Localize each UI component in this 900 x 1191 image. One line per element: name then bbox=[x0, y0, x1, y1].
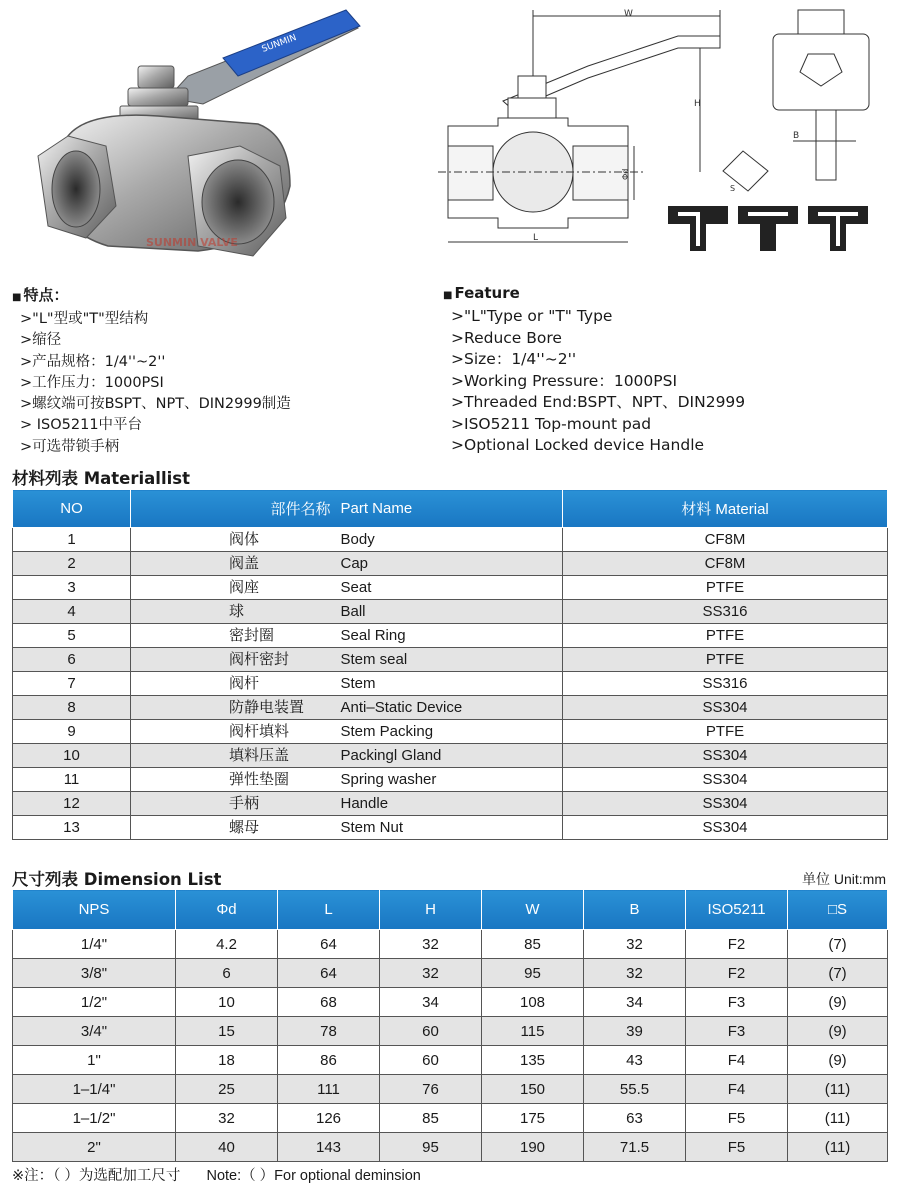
material-no-cell: 2 bbox=[13, 552, 131, 576]
material-row bbox=[13, 552, 888, 576]
dimension-cell: (7) bbox=[788, 959, 888, 988]
feature-cn-item: >产品规格：1/4''~2'' bbox=[20, 353, 166, 370]
material-part-cn-cell: 密封圈 bbox=[131, 624, 341, 648]
material-value-cell: PTFE bbox=[563, 576, 888, 600]
dimension-cell: 108 bbox=[482, 988, 584, 1017]
dimension-cell: F5 bbox=[686, 1133, 788, 1162]
dimension-row bbox=[13, 1104, 888, 1133]
dimension-cell: 78 bbox=[278, 1017, 380, 1046]
dimension-cell: 1–1/4" bbox=[13, 1075, 176, 1104]
material-row bbox=[13, 744, 888, 768]
material-no-cell: 12 bbox=[13, 792, 131, 816]
dimension-cell: 1" bbox=[13, 1046, 176, 1075]
material-no-cell: 8 bbox=[13, 696, 131, 720]
feature-cn-item: > ISO5211中平台 bbox=[20, 417, 143, 434]
footnote-cn: ※注：（ ）为选配加工尺寸 bbox=[12, 1168, 181, 1184]
dimension-cell: 2" bbox=[13, 1133, 176, 1162]
dimension-header: □S bbox=[788, 890, 888, 930]
dimension-cell: 190 bbox=[482, 1133, 584, 1162]
material-value-cell: SS304 bbox=[563, 816, 888, 840]
dimension-cell: 63 bbox=[584, 1104, 686, 1133]
material-part-en-cell: Spring washer bbox=[341, 768, 563, 792]
dimension-cell: F5 bbox=[686, 1104, 788, 1133]
material-part-cn-cell: 阀杆填料 bbox=[131, 720, 341, 744]
dimension-header: L bbox=[278, 890, 380, 930]
dimension-cell: 1/4" bbox=[13, 930, 176, 959]
dimension-cell: 34 bbox=[584, 988, 686, 1017]
dimension-row bbox=[13, 1133, 888, 1162]
material-part-en-cell: Stem seal bbox=[341, 648, 563, 672]
material-part-en-cell: Handle bbox=[341, 792, 563, 816]
features-cn bbox=[12, 284, 432, 458]
material-row bbox=[13, 768, 888, 792]
material-value-cell: CF8M bbox=[563, 528, 888, 552]
dimension-cell: 32 bbox=[584, 959, 686, 988]
features-en-title: ■ Feature bbox=[443, 284, 520, 302]
dimension-cell: 34 bbox=[380, 988, 482, 1017]
material-value-cell: SS304 bbox=[563, 768, 888, 792]
dimension-row bbox=[13, 988, 888, 1017]
material-value-cell: PTFE bbox=[563, 648, 888, 672]
dimension-header: ISO5211 bbox=[686, 890, 788, 930]
material-row bbox=[13, 720, 888, 744]
dimension-row bbox=[13, 1017, 888, 1046]
material-row bbox=[13, 792, 888, 816]
dimension-cell: F3 bbox=[686, 988, 788, 1017]
dimension-cell: 10 bbox=[176, 988, 278, 1017]
dimension-cell: 25 bbox=[176, 1075, 278, 1104]
dimension-cell: 175 bbox=[482, 1104, 584, 1133]
feature-cn-item: >可选带锁手柄 bbox=[20, 438, 120, 455]
material-no-cell: 3 bbox=[13, 576, 131, 600]
material-part-en-cell: Seal Ring bbox=[341, 624, 563, 648]
svg-text:B: B bbox=[793, 131, 800, 141]
feature-cn-item: >螺纹端可按BSPT、NPT、DIN2999制造 bbox=[20, 396, 291, 413]
dimension-row bbox=[13, 959, 888, 988]
valve-photo bbox=[28, 6, 368, 268]
dimension-row bbox=[13, 1075, 888, 1104]
material-row bbox=[13, 624, 888, 648]
dimension-cell: (7) bbox=[788, 930, 888, 959]
feature-en-item: >Optional Locked device Handle bbox=[451, 436, 705, 454]
dimension-cell: 64 bbox=[278, 930, 380, 959]
material-value-cell: SS304 bbox=[563, 792, 888, 816]
feature-en-item: >Size：1/4''~2'' bbox=[451, 350, 577, 368]
material-part-cn-cell: 手柄 bbox=[131, 792, 341, 816]
header-no: NO bbox=[13, 490, 131, 528]
photo-watermark: SUNMIN VALVE bbox=[146, 236, 238, 249]
dimension-header: H bbox=[380, 890, 482, 930]
material-part-cn-cell: 防静电装置 bbox=[131, 696, 341, 720]
material-value-cell: PTFE bbox=[563, 624, 888, 648]
feature-en-item: >Reduce Bore bbox=[451, 328, 562, 347]
unit-label: 单位 Unit:mm bbox=[802, 871, 886, 887]
dimension-cell: 55.5 bbox=[584, 1075, 686, 1104]
material-part-cn-cell: 阀杆密封 bbox=[131, 648, 341, 672]
dimension-cell: (11) bbox=[788, 1133, 888, 1162]
feature-en-item: >"L"Type or "T" Type bbox=[451, 307, 613, 325]
material-row bbox=[13, 648, 888, 672]
material-value-cell: SS304 bbox=[563, 696, 888, 720]
svg-text:SUNMIN: SUNMIN bbox=[260, 33, 299, 55]
feature-cn-item: >"L"型或"T"型结构 bbox=[20, 311, 149, 327]
material-part-en-cell: Anti–Static Device bbox=[341, 696, 563, 720]
dimension-cell: 76 bbox=[380, 1075, 482, 1104]
material-row bbox=[13, 600, 888, 624]
material-row bbox=[13, 528, 888, 552]
dimension-cell: 150 bbox=[482, 1075, 584, 1104]
dimension-header: B bbox=[584, 890, 686, 930]
dimension-list-title: 尺寸列表 Dimension List bbox=[12, 870, 222, 889]
material-part-cn-cell: 螺母 bbox=[131, 816, 341, 840]
material-no-cell: 7 bbox=[13, 672, 131, 696]
material-part-cn-cell: 球 bbox=[131, 600, 341, 624]
dimension-cell: 32 bbox=[176, 1104, 278, 1133]
material-part-en-cell: Packingl Gland bbox=[341, 744, 563, 768]
material-row bbox=[13, 816, 888, 840]
material-part-en-cell: Ball bbox=[341, 600, 563, 624]
material-part-en-cell: Body bbox=[341, 528, 563, 552]
svg-text:H: H bbox=[694, 99, 701, 109]
dimension-cell: F2 bbox=[686, 930, 788, 959]
dimension-cell: 32 bbox=[380, 959, 482, 988]
material-part-en-cell: Cap bbox=[341, 552, 563, 576]
dimension-cell: 1/2" bbox=[13, 988, 176, 1017]
svg-text:W: W bbox=[624, 9, 633, 19]
dimension-cell: 126 bbox=[278, 1104, 380, 1133]
dimension-table bbox=[12, 889, 888, 1162]
feature-cn-item: >工作压力：1000PSI bbox=[20, 374, 164, 391]
material-part-en-cell: Seat bbox=[341, 576, 563, 600]
material-row bbox=[13, 696, 888, 720]
features-en bbox=[443, 284, 883, 457]
dimension-cell: 3/4" bbox=[13, 1017, 176, 1046]
material-part-cn-cell: 阀体 bbox=[131, 528, 341, 552]
material-no-cell: 4 bbox=[13, 600, 131, 624]
material-table bbox=[12, 489, 888, 840]
material-value-cell: CF8M bbox=[563, 552, 888, 576]
dimension-cell: F4 bbox=[686, 1075, 788, 1104]
material-no-cell: 1 bbox=[13, 528, 131, 552]
dimension-cell: 18 bbox=[176, 1046, 278, 1075]
valve-technical-drawing bbox=[438, 6, 888, 268]
dimension-cell: 85 bbox=[380, 1104, 482, 1133]
dimension-cell: F3 bbox=[686, 1017, 788, 1046]
header-part-en: Part Name bbox=[341, 490, 563, 528]
material-value-cell: PTFE bbox=[563, 720, 888, 744]
material-part-cn-cell: 填料压盖 bbox=[131, 744, 341, 768]
feature-en-item: >Working Pressure：1000PSI bbox=[451, 371, 678, 390]
dimension-cell: 4.2 bbox=[176, 930, 278, 959]
material-no-cell: 5 bbox=[13, 624, 131, 648]
dimension-cell: (9) bbox=[788, 1017, 888, 1046]
dimension-cell: (9) bbox=[788, 1046, 888, 1075]
material-part-cn-cell: 弹性垫圈 bbox=[131, 768, 341, 792]
material-no-cell: 13 bbox=[13, 816, 131, 840]
svg-text:L: L bbox=[533, 233, 539, 243]
dimension-cell: 39 bbox=[584, 1017, 686, 1046]
dimension-cell: 32 bbox=[380, 930, 482, 959]
material-row bbox=[13, 576, 888, 600]
dimension-cell: 64 bbox=[278, 959, 380, 988]
header-part-cn: 部件名称 bbox=[131, 490, 341, 528]
dimension-cell: 43 bbox=[584, 1046, 686, 1075]
dimension-cell: F4 bbox=[686, 1046, 788, 1075]
dimension-cell: (9) bbox=[788, 988, 888, 1017]
material-part-en-cell: Stem bbox=[341, 672, 563, 696]
dimension-cell: 3/8" bbox=[13, 959, 176, 988]
dimension-cell: 60 bbox=[380, 1017, 482, 1046]
material-part-en-cell: Stem Nut bbox=[341, 816, 563, 840]
dimension-cell: 40 bbox=[176, 1133, 278, 1162]
material-value-cell: SS316 bbox=[563, 672, 888, 696]
material-no-cell: 11 bbox=[13, 768, 131, 792]
dimension-cell: 15 bbox=[176, 1017, 278, 1046]
dimension-header: Φd bbox=[176, 890, 278, 930]
material-no-cell: 10 bbox=[13, 744, 131, 768]
dimension-cell: 95 bbox=[380, 1133, 482, 1162]
material-no-cell: 9 bbox=[13, 720, 131, 744]
dimension-cell: 143 bbox=[278, 1133, 380, 1162]
dimension-cell: (11) bbox=[788, 1104, 888, 1133]
dimension-cell: 135 bbox=[482, 1046, 584, 1075]
svg-text:Φd: Φd bbox=[621, 168, 630, 180]
dimension-cell: 85 bbox=[482, 930, 584, 959]
material-part-cn-cell: 阀座 bbox=[131, 576, 341, 600]
dimension-cell: 60 bbox=[380, 1046, 482, 1075]
features-cn-title: ■ 特点： bbox=[12, 286, 69, 304]
dimension-cell: F2 bbox=[686, 959, 788, 988]
feature-en-item: >ISO5211 Top-mount pad bbox=[451, 414, 652, 433]
material-part-cn-cell: 阀杆 bbox=[131, 672, 341, 696]
dimension-row bbox=[13, 1046, 888, 1075]
dimension-cell: 95 bbox=[482, 959, 584, 988]
svg-text:S: S bbox=[730, 184, 736, 193]
dimension-cell: 71.5 bbox=[584, 1133, 686, 1162]
dimension-cell: (11) bbox=[788, 1075, 888, 1104]
header-material: 材料 Material bbox=[563, 490, 888, 528]
dimension-cell: 111 bbox=[278, 1075, 380, 1104]
dimension-header: NPS bbox=[13, 890, 176, 930]
material-value-cell: SS316 bbox=[563, 600, 888, 624]
dimension-cell: 6 bbox=[176, 959, 278, 988]
material-part-cn-cell: 阀盖 bbox=[131, 552, 341, 576]
feature-cn-item: >缩径 bbox=[20, 332, 62, 349]
material-value-cell: SS304 bbox=[563, 744, 888, 768]
dimension-cell: 1–1/2" bbox=[13, 1104, 176, 1133]
footnote bbox=[12, 1164, 443, 1185]
dimension-cell: 32 bbox=[584, 930, 686, 959]
footnote-en: Note:（ ）For optional deminsion bbox=[206, 1168, 421, 1184]
material-part-en-cell: Stem Packing bbox=[341, 720, 563, 744]
feature-en-item: >Threaded End:BSPT、NPT、DIN2999 bbox=[451, 393, 746, 411]
dimension-cell: 86 bbox=[278, 1046, 380, 1075]
material-no-cell: 6 bbox=[13, 648, 131, 672]
dimension-cell: 68 bbox=[278, 988, 380, 1017]
material-list-title: 材料列表 Materiallist bbox=[12, 469, 190, 488]
dimension-header: W bbox=[482, 890, 584, 930]
material-row bbox=[13, 672, 888, 696]
dimension-cell: 115 bbox=[482, 1017, 584, 1046]
dimension-row bbox=[13, 930, 888, 959]
